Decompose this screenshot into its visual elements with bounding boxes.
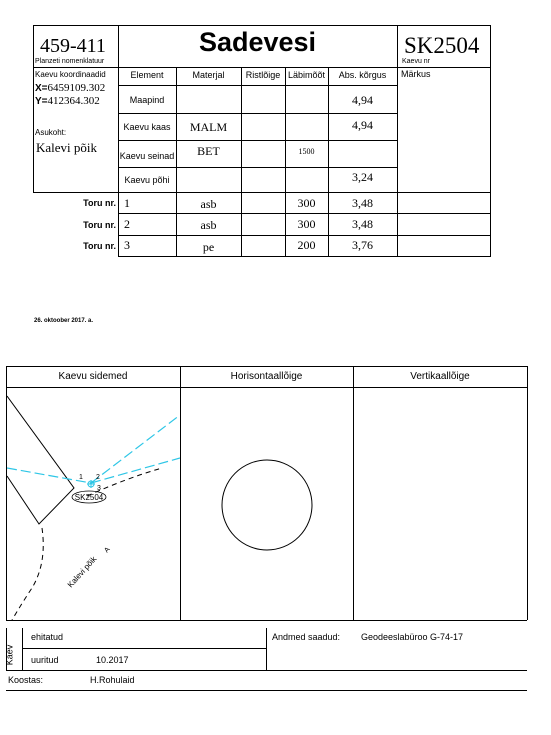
pipe-height: 3,76	[352, 238, 373, 252]
pipe-diameter: 300	[297, 217, 316, 231]
plan-number: 459-411	[40, 35, 106, 57]
x-coordinate	[35, 82, 105, 94]
pipe-diameter: 300	[297, 196, 316, 210]
pipe-label-3: 3	[97, 485, 101, 492]
location-value: Kalevi põik	[36, 140, 98, 155]
surveyed-label: uuritud	[31, 655, 59, 665]
road-edge	[12, 528, 43, 620]
pipe-material: asb	[200, 197, 217, 211]
pipe-number: 3	[124, 238, 130, 252]
row-element: Maapind	[129, 95, 165, 105]
pipe-label: Toru nr.	[83, 220, 116, 230]
col-title-connections: Kaevu sidemed	[58, 371, 128, 382]
pipe-height: 3,48	[352, 217, 373, 231]
pipe-line	[91, 458, 180, 483]
row-height: 4,94	[352, 93, 373, 107]
row-element: Kaevu seinad	[119, 151, 175, 161]
pipe-material: asb	[200, 218, 217, 232]
well-side-label: Kaev	[4, 644, 15, 666]
row-element: Kaevu põhi	[124, 175, 170, 185]
row-element: Kaevu kaas	[123, 122, 171, 132]
pipe-number: 2	[124, 217, 130, 231]
pipe-label: Toru nr.	[83, 241, 116, 251]
y-label: Y=	[35, 96, 48, 107]
surveyed-value: 10.2017	[96, 655, 129, 665]
notes-label: Märkus	[401, 69, 431, 79]
horizontal-section	[181, 388, 353, 620]
row-material: BET	[197, 144, 220, 158]
pipe-label-2: 2	[96, 474, 100, 481]
pipe-diameter: 200	[297, 238, 316, 252]
pipe-label: Toru nr.	[83, 198, 116, 208]
data-source-value: Geodeeslabüroo G-74-17	[361, 632, 464, 642]
author-value: H.Rohulaid	[90, 675, 135, 685]
row-diameter: 1500	[298, 147, 315, 156]
y-value: 412364.302	[47, 95, 100, 107]
built-label: ehitatud	[31, 632, 64, 642]
well-section-circle	[222, 460, 312, 550]
x-label: X=	[35, 83, 48, 94]
location-label: Asukoht:	[35, 128, 67, 137]
row-height: 4,94	[352, 118, 373, 132]
pipe-material: pe	[202, 240, 215, 254]
col-title-vertical: Vertikaallõige	[410, 371, 470, 382]
row-height: 3,24	[352, 170, 373, 184]
pipe-line	[91, 415, 180, 483]
row-material: MALM	[189, 120, 228, 134]
data-source-label: Andmed saadud:	[272, 632, 341, 642]
col-header-material: Materjal	[192, 70, 225, 80]
pipe-height: 3,48	[352, 196, 373, 210]
author-label: Koostas:	[8, 675, 44, 685]
col-title-horizontal: Horisontaallõige	[230, 371, 303, 382]
col-header-element: Element	[130, 70, 164, 80]
col-header-diameter: Läbimõõt	[287, 70, 326, 80]
pipe-number: 1	[124, 196, 130, 210]
document-date: 26. oktoober 2017. a.	[34, 318, 94, 324]
plan-caption: Planzeti nomenklatuur	[35, 58, 105, 65]
x-value: 6459109.302	[47, 82, 106, 94]
well-id-caption: Kaevu nr	[402, 58, 431, 65]
pipe-label-1: 1	[79, 474, 83, 481]
card-title: Sadevesi	[198, 27, 317, 57]
map-street-label: Kalevi põik	[65, 554, 99, 590]
building-outline	[7, 396, 74, 524]
coords-label: Kaevu koordinaadid	[35, 70, 106, 79]
site-map	[7, 388, 180, 620]
map-street-suffix: A	[103, 546, 112, 555]
col-header-height: Abs. kõrgus	[338, 70, 387, 80]
y-coordinate	[35, 95, 100, 107]
col-header-section: Ristlõige	[245, 70, 281, 80]
well-id: SK2504	[404, 33, 480, 58]
map-well-label: SK2504	[74, 493, 104, 502]
